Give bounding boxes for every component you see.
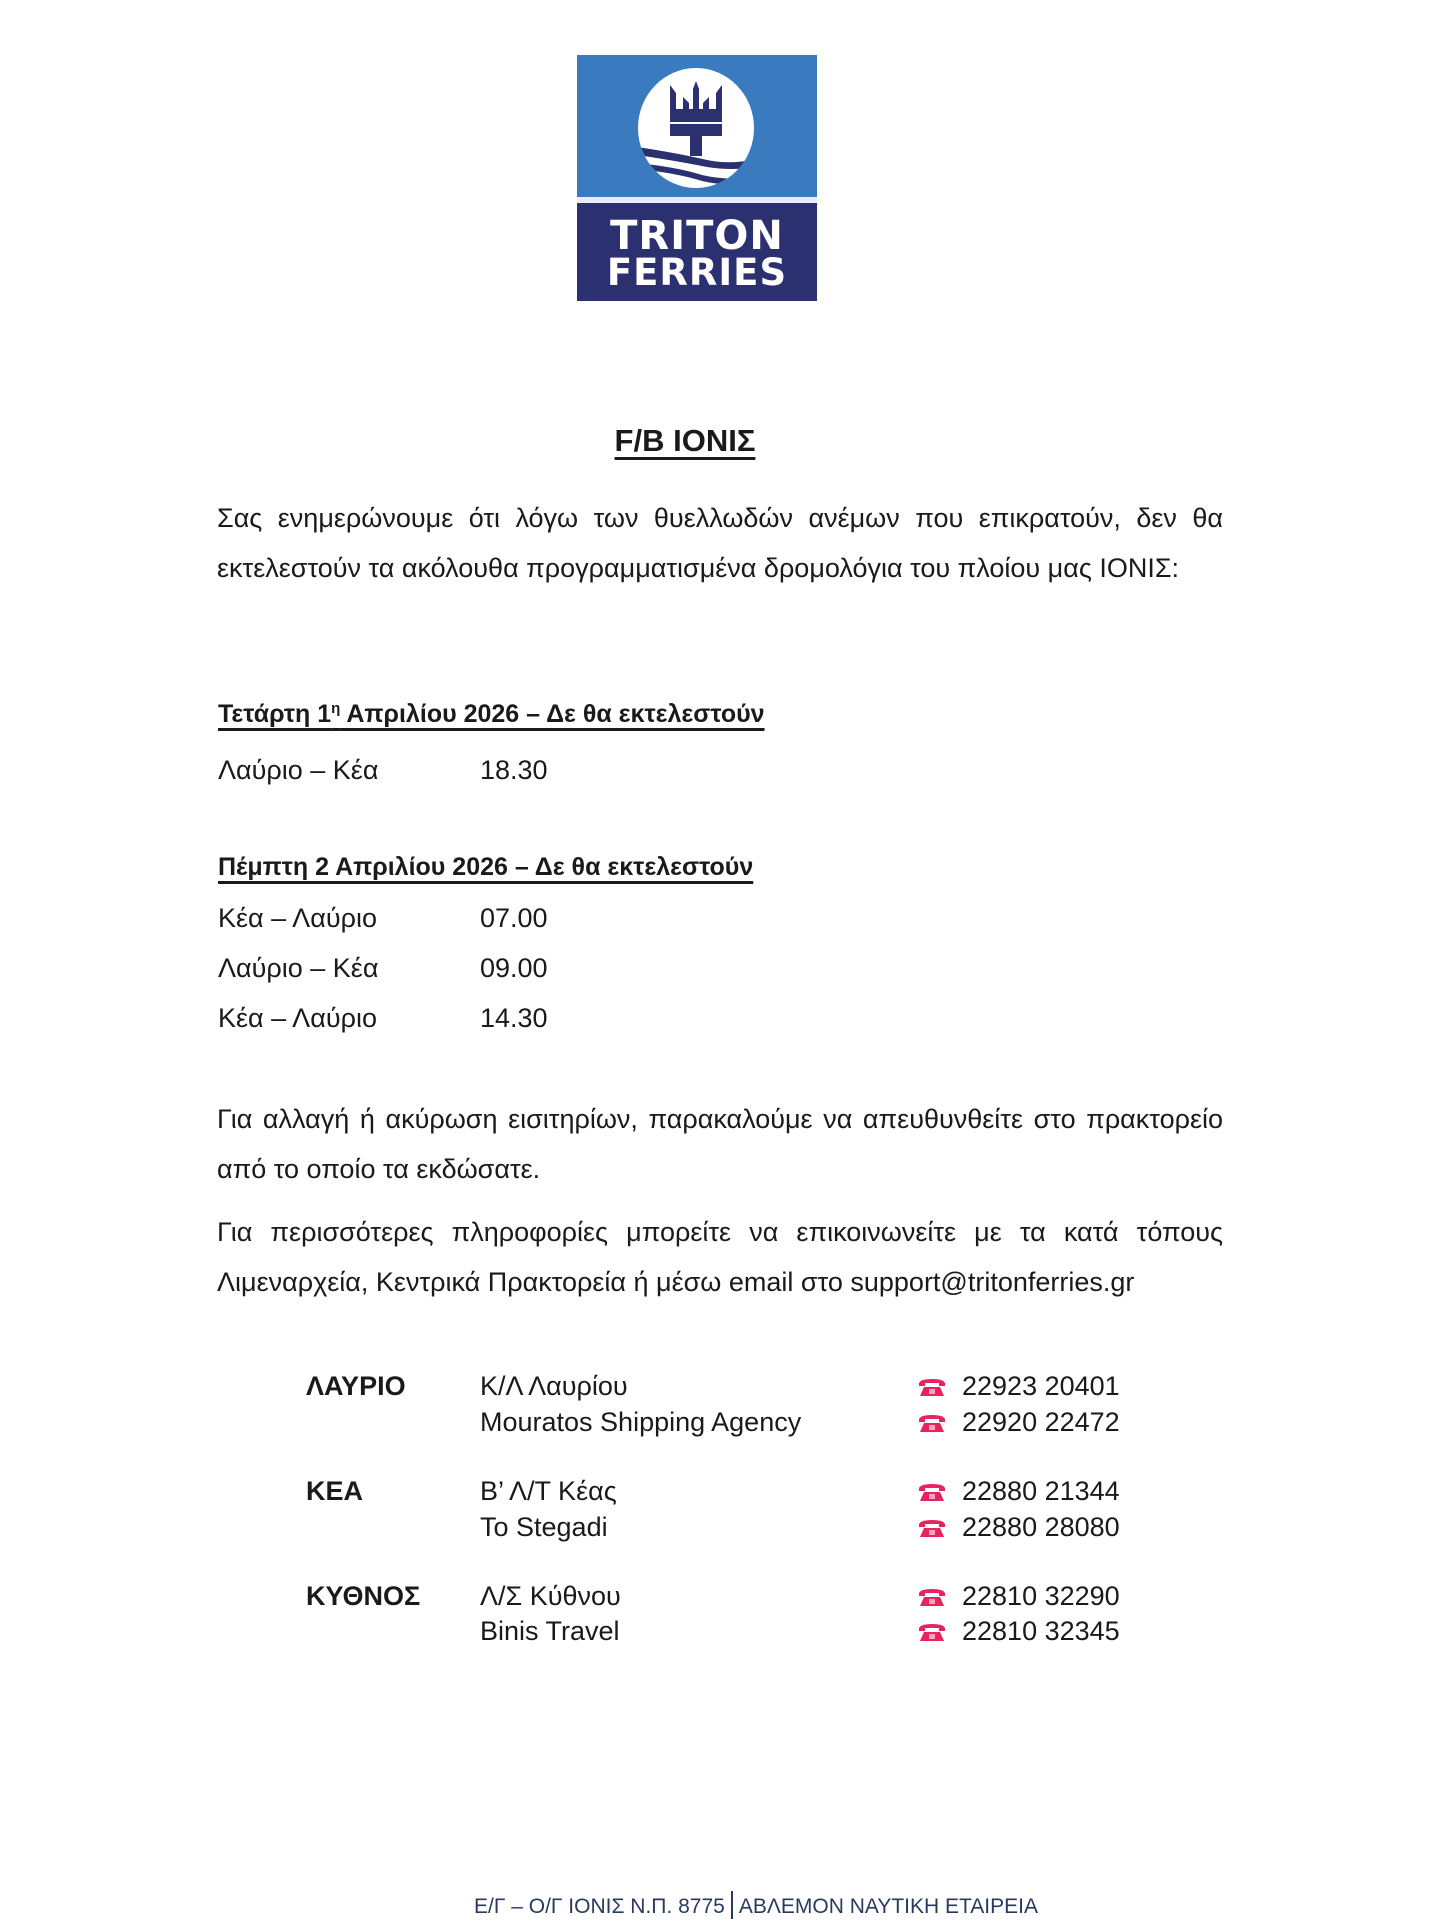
phone-number[interactable]: 22923 20401 [962, 1371, 1120, 1401]
agency-name: Λ/Σ Κύθνου [480, 1581, 621, 1611]
route: Κέα – Λαύριο [218, 1003, 377, 1033]
telephone-icon [918, 1483, 946, 1502]
city-label: ΚΥΘΝΟΣ [306, 1581, 421, 1611]
route: Κέα – Λαύριο [218, 903, 377, 933]
footer [0, 1891, 1440, 1920]
phone-number[interactable]: 22880 21344 [962, 1476, 1120, 1506]
logo-text-triton: TRITON [610, 213, 784, 259]
city-label: ΛΑΥΡΙΟ [306, 1371, 406, 1401]
departure-time: 09.00 [480, 953, 548, 983]
departure-time: 07.00 [480, 903, 548, 933]
trident-emblem-icon [637, 67, 755, 189]
telephone-icon [918, 1414, 946, 1433]
phone-number[interactable]: 22810 32290 [962, 1581, 1120, 1611]
telephone-icon [918, 1378, 946, 1397]
agency-name: Binis Travel [480, 1616, 620, 1646]
footer-vessel-registry: Ε/Γ – Ο/Γ ΙΟΝΙΣ Ν.Π. 8775 [473, 1895, 725, 1918]
more-info-note: Για περισσότερες πληροφορίες μπορείτε να επικοινωνείτε με τα κατά τόπους Λιμεναρχεία, Κεντρικά Πρακτορεία ή μέσω email στο support@tritonferries.gr [217, 1217, 1223, 1297]
phone-number[interactable]: 22880 28080 [962, 1512, 1120, 1542]
day-heading-text: Τετάρτη 1 [218, 700, 332, 728]
triton-ferries-logo [577, 55, 817, 301]
logo-text-ferries: FERRIES [606, 251, 788, 294]
departure-time: 18.30 [480, 755, 548, 785]
day-heading [218, 699, 765, 729]
day-heading-text: Πέμπτη 2 Απριλίου 2026 – Δε θα εκτελεστούν [218, 853, 754, 881]
telephone-icon [918, 1623, 946, 1642]
route: Λαύριο – Κέα [218, 953, 379, 983]
agency-name: Κ/Λ Λαυρίου [480, 1371, 628, 1401]
telephone-icon [918, 1519, 946, 1538]
ordinal-superscript: η [331, 700, 341, 717]
departure-time: 14.30 [480, 1003, 548, 1033]
footer-company-name: ΑΒΛΕΜΟΝ ΝΑΥΤΙΚΗ ΕΤΑΙΡΕΙΑ [738, 1895, 1038, 1918]
agency-name: Β’ Λ/Τ Κέας [480, 1476, 617, 1506]
agency-name: To Stegadi [480, 1512, 608, 1542]
route: Λαύριο – Κέα [218, 755, 379, 785]
city-label: ΚΕΑ [306, 1476, 364, 1506]
document-title: F/B ΙΟΝΙΣ [614, 423, 756, 458]
ticket-change-note: Για αλλαγή ή ακύρωση εισιτηρίων, παρακαλούμε να απευθυνθείτε στο πρακτορείο από το οποίο τα εκδώσατε. [217, 1104, 1223, 1184]
phone-number[interactable]: 22920 22472 [962, 1407, 1120, 1437]
day-heading [218, 852, 753, 882]
phone-number[interactable]: 22810 32345 [962, 1616, 1120, 1646]
footer-separator [731, 1891, 733, 1919]
intro-paragraph: Σας ενημερώνουμε ότι λόγω των θυελλωδών ανέμων που επικρατούν, δεν θα εκτελεστούν τα ακόλουθα προγραμματισμένα δρομολόγια του πλοίου μας ΙΟΝΙΣ: [217, 503, 1223, 583]
day-heading-text: Απριλίου 2026 – Δε θα εκτελεστούν [340, 700, 765, 728]
telephone-icon [918, 1588, 946, 1607]
agency-name: Mouratos Shipping Agency [480, 1407, 802, 1437]
